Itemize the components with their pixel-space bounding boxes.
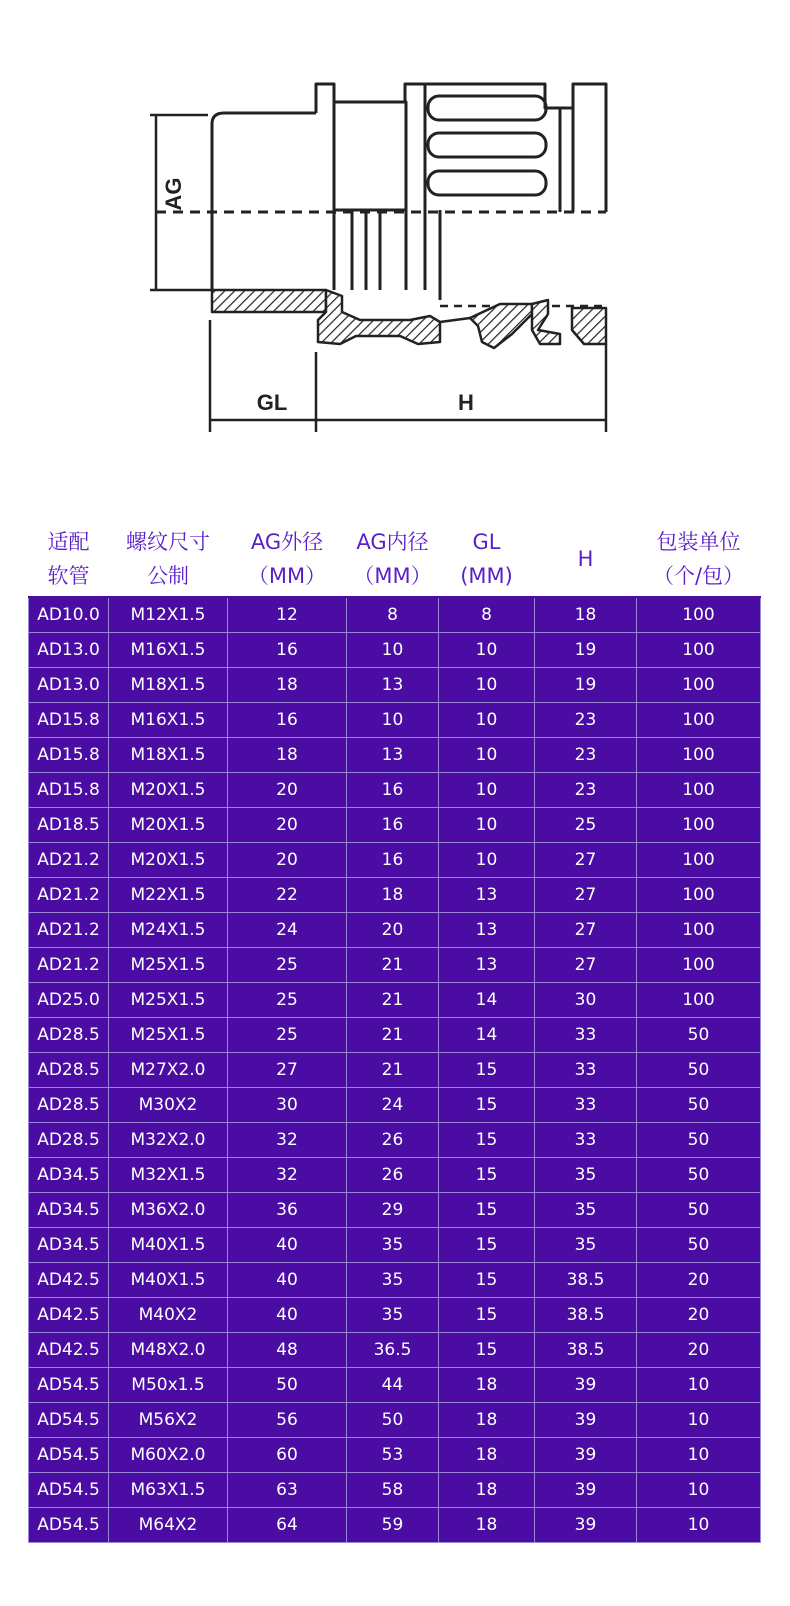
table-cell: 10 bbox=[347, 703, 439, 738]
table-cell: 50 bbox=[637, 1158, 761, 1193]
table-cell: AD18.5 bbox=[29, 808, 109, 843]
table-cell: 40 bbox=[228, 1228, 347, 1263]
table-cell: 50 bbox=[637, 1018, 761, 1053]
table-cell: 32 bbox=[228, 1158, 347, 1193]
table-row bbox=[29, 773, 761, 808]
table-cell: 25 bbox=[228, 983, 347, 1018]
table-cell: 13 bbox=[439, 948, 535, 983]
table-body bbox=[29, 597, 761, 1543]
table-row bbox=[29, 878, 761, 913]
table-cell: 35 bbox=[535, 1158, 637, 1193]
table-row bbox=[29, 948, 761, 983]
header-line: 包装单位 bbox=[656, 530, 741, 554]
table-cell: 10 bbox=[637, 1368, 761, 1403]
table-cell: 100 bbox=[637, 738, 761, 773]
header-h bbox=[535, 522, 637, 597]
table-cell: 13 bbox=[347, 668, 439, 703]
table-row bbox=[29, 633, 761, 668]
header-ag-outer bbox=[228, 522, 347, 597]
table-cell: 18 bbox=[439, 1508, 535, 1543]
table-row bbox=[29, 1123, 761, 1158]
table-cell: AD42.5 bbox=[29, 1263, 109, 1298]
table-cell: 50 bbox=[637, 1088, 761, 1123]
table-cell: M50x1.5 bbox=[109, 1368, 228, 1403]
table-cell: M64X2 bbox=[109, 1508, 228, 1543]
table-cell: M20X1.5 bbox=[109, 843, 228, 878]
table-row bbox=[29, 1263, 761, 1298]
table-cell: 15 bbox=[439, 1228, 535, 1263]
table-cell: AD42.5 bbox=[29, 1298, 109, 1333]
table-cell: 26 bbox=[347, 1158, 439, 1193]
table-cell: 25 bbox=[228, 948, 347, 983]
table-row bbox=[29, 1053, 761, 1088]
table-cell: AD54.5 bbox=[29, 1438, 109, 1473]
table-cell: 15 bbox=[439, 1053, 535, 1088]
table-cell: 13 bbox=[347, 738, 439, 773]
table-cell: 21 bbox=[347, 1018, 439, 1053]
table-cell: AD21.2 bbox=[29, 878, 109, 913]
table-cell: AD54.5 bbox=[29, 1473, 109, 1508]
table-cell: 27 bbox=[535, 843, 637, 878]
table-cell: AD28.5 bbox=[29, 1123, 109, 1158]
table-cell: AD54.5 bbox=[29, 1368, 109, 1403]
table-cell: 8 bbox=[439, 597, 535, 633]
table-cell: 20 bbox=[637, 1298, 761, 1333]
table-cell: 27 bbox=[535, 878, 637, 913]
header-line: （MM） bbox=[247, 564, 327, 588]
table-cell: AD13.0 bbox=[29, 668, 109, 703]
table-cell: 35 bbox=[535, 1228, 637, 1263]
table-row bbox=[29, 1403, 761, 1438]
table-row bbox=[29, 668, 761, 703]
table-cell: 16 bbox=[347, 808, 439, 843]
fitting-technical-drawing bbox=[0, 0, 790, 470]
table-row bbox=[29, 1158, 761, 1193]
table-cell: 56 bbox=[228, 1403, 347, 1438]
table-cell: AD28.5 bbox=[29, 1053, 109, 1088]
table-cell: AD34.5 bbox=[29, 1228, 109, 1263]
spec-table bbox=[28, 522, 761, 1543]
table-cell: M27X2.0 bbox=[109, 1053, 228, 1088]
header-line: （个/包） bbox=[652, 564, 745, 588]
table-row bbox=[29, 1508, 761, 1543]
header-line: GL bbox=[472, 530, 501, 554]
table-cell: 27 bbox=[228, 1053, 347, 1088]
table-cell: 40 bbox=[228, 1298, 347, 1333]
table-row bbox=[29, 597, 761, 633]
table-cell: 33 bbox=[535, 1123, 637, 1158]
header-line: H bbox=[577, 547, 594, 571]
table-cell: M18X1.5 bbox=[109, 668, 228, 703]
table-cell: 10 bbox=[439, 633, 535, 668]
table-cell: AD15.8 bbox=[29, 773, 109, 808]
gl-label: GL bbox=[256, 390, 288, 415]
header-ag-inner bbox=[347, 522, 439, 597]
table-cell: 13 bbox=[439, 878, 535, 913]
table-cell: 39 bbox=[535, 1508, 637, 1543]
ag-label: AG bbox=[161, 177, 186, 211]
table-cell: 35 bbox=[347, 1228, 439, 1263]
h-label: H bbox=[458, 390, 474, 415]
table-cell: M40X1.5 bbox=[109, 1263, 228, 1298]
table-cell: AD25.0 bbox=[29, 983, 109, 1018]
table-cell: 36.5 bbox=[347, 1333, 439, 1368]
table-cell: 100 bbox=[637, 773, 761, 808]
table-cell: AD54.5 bbox=[29, 1403, 109, 1438]
table-cell: 100 bbox=[637, 597, 761, 633]
table-cell: 39 bbox=[535, 1438, 637, 1473]
table-cell: 24 bbox=[228, 913, 347, 948]
table-cell: 10 bbox=[439, 773, 535, 808]
table-cell: 15 bbox=[439, 1333, 535, 1368]
table-cell: M18X1.5 bbox=[109, 738, 228, 773]
table-cell: M40X1.5 bbox=[109, 1228, 228, 1263]
table-cell: 21 bbox=[347, 983, 439, 1018]
table-cell: 16 bbox=[347, 773, 439, 808]
table-cell: 19 bbox=[535, 633, 637, 668]
table-cell: AD15.8 bbox=[29, 738, 109, 773]
table-cell: 30 bbox=[535, 983, 637, 1018]
table-cell: M32X2.0 bbox=[109, 1123, 228, 1158]
table-cell: 32 bbox=[228, 1123, 347, 1158]
table-cell: 15 bbox=[439, 1088, 535, 1123]
table-cell: 100 bbox=[637, 948, 761, 983]
table-cell: M25X1.5 bbox=[109, 983, 228, 1018]
table-cell: M36X2.0 bbox=[109, 1193, 228, 1228]
header-line: AG内径 bbox=[356, 530, 429, 554]
table-cell: 53 bbox=[347, 1438, 439, 1473]
table-cell: 18 bbox=[228, 738, 347, 773]
table-cell: 50 bbox=[637, 1228, 761, 1263]
table-cell: 20 bbox=[637, 1263, 761, 1298]
table-cell: 59 bbox=[347, 1508, 439, 1543]
table-cell: 15 bbox=[439, 1263, 535, 1298]
header-line: 公制 bbox=[147, 564, 189, 588]
table-row bbox=[29, 808, 761, 843]
table-cell: 38.5 bbox=[535, 1298, 637, 1333]
table-cell: 23 bbox=[535, 773, 637, 808]
table-cell: 10 bbox=[439, 843, 535, 878]
table-row bbox=[29, 1018, 761, 1053]
table-row bbox=[29, 913, 761, 948]
table-cell: 100 bbox=[637, 703, 761, 738]
table-cell: 100 bbox=[637, 913, 761, 948]
table-cell: 13 bbox=[439, 913, 535, 948]
table-cell: 60 bbox=[228, 1438, 347, 1473]
header-line: （MM） bbox=[353, 564, 432, 588]
table-cell: 20 bbox=[637, 1333, 761, 1368]
header-line: (MM) bbox=[460, 564, 513, 588]
table-cell: 19 bbox=[535, 668, 637, 703]
table-cell: 100 bbox=[637, 983, 761, 1018]
table-cell: M12X1.5 bbox=[109, 597, 228, 633]
table-cell: 18 bbox=[347, 878, 439, 913]
table-cell: 16 bbox=[228, 633, 347, 668]
table-cell: 16 bbox=[228, 703, 347, 738]
table-cell: AD28.5 bbox=[29, 1018, 109, 1053]
table-cell: 12 bbox=[228, 597, 347, 633]
table-cell: 18 bbox=[228, 668, 347, 703]
table-cell: AD21.2 bbox=[29, 843, 109, 878]
header-line: AG外径 bbox=[250, 530, 324, 554]
table-cell: M30X2 bbox=[109, 1088, 228, 1123]
table-cell: 14 bbox=[439, 983, 535, 1018]
table-cell: M56X2 bbox=[109, 1403, 228, 1438]
table-cell: AD34.5 bbox=[29, 1158, 109, 1193]
table-cell: M16X1.5 bbox=[109, 703, 228, 738]
table-cell: 20 bbox=[228, 773, 347, 808]
table-cell: M22X1.5 bbox=[109, 878, 228, 913]
table-cell: 63 bbox=[228, 1473, 347, 1508]
table-cell: 100 bbox=[637, 668, 761, 703]
table-row bbox=[29, 1193, 761, 1228]
table-cell: 15 bbox=[439, 1158, 535, 1193]
table-cell: M32X1.5 bbox=[109, 1158, 228, 1193]
table-cell: M25X1.5 bbox=[109, 948, 228, 983]
table-cell: M25X1.5 bbox=[109, 1018, 228, 1053]
table-cell: AD21.2 bbox=[29, 913, 109, 948]
table-cell: 21 bbox=[347, 948, 439, 983]
table-cell: 18 bbox=[439, 1473, 535, 1508]
table-cell: AD54.5 bbox=[29, 1508, 109, 1543]
table-cell: AD21.2 bbox=[29, 948, 109, 983]
table-cell: M63X1.5 bbox=[109, 1473, 228, 1508]
table-row bbox=[29, 1368, 761, 1403]
header-gl bbox=[439, 522, 535, 597]
table-cell: 36 bbox=[228, 1193, 347, 1228]
table-cell: 10 bbox=[637, 1508, 761, 1543]
table-cell: 39 bbox=[535, 1403, 637, 1438]
table-cell: 20 bbox=[228, 843, 347, 878]
table-cell: 30 bbox=[228, 1088, 347, 1123]
table-cell: 50 bbox=[228, 1368, 347, 1403]
table-cell: AD10.0 bbox=[29, 597, 109, 633]
table-cell: 38.5 bbox=[535, 1333, 637, 1368]
table-cell: M40X2 bbox=[109, 1298, 228, 1333]
fitting-cross-section bbox=[212, 290, 606, 348]
table-row bbox=[29, 1088, 761, 1123]
table-cell: AD42.5 bbox=[29, 1333, 109, 1368]
table-cell: 10 bbox=[347, 633, 439, 668]
table-cell: M24X1.5 bbox=[109, 913, 228, 948]
header-pack bbox=[637, 522, 761, 597]
table-cell: 50 bbox=[637, 1193, 761, 1228]
table-cell: 26 bbox=[347, 1123, 439, 1158]
table-cell: 64 bbox=[228, 1508, 347, 1543]
table-row bbox=[29, 703, 761, 738]
table-row bbox=[29, 843, 761, 878]
table-cell: 50 bbox=[347, 1403, 439, 1438]
table-cell: AD15.8 bbox=[29, 703, 109, 738]
table-cell: 50 bbox=[637, 1123, 761, 1158]
table-cell: 14 bbox=[439, 1018, 535, 1053]
table-cell: AD28.5 bbox=[29, 1088, 109, 1123]
table-cell: 15 bbox=[439, 1298, 535, 1333]
table-cell: 29 bbox=[347, 1193, 439, 1228]
table-cell: M16X1.5 bbox=[109, 633, 228, 668]
table-cell: 25 bbox=[228, 1018, 347, 1053]
table-cell: 33 bbox=[535, 1088, 637, 1123]
table-cell: 40 bbox=[228, 1263, 347, 1298]
table-cell: 100 bbox=[637, 843, 761, 878]
header-thread bbox=[109, 522, 228, 597]
table-cell: 38.5 bbox=[535, 1263, 637, 1298]
table-cell: 16 bbox=[347, 843, 439, 878]
table-cell: M60X2.0 bbox=[109, 1438, 228, 1473]
table-cell: 10 bbox=[439, 703, 535, 738]
table-cell: 23 bbox=[535, 703, 637, 738]
table-cell: 23 bbox=[535, 738, 637, 773]
table-cell: 22 bbox=[228, 878, 347, 913]
table-cell: 24 bbox=[347, 1088, 439, 1123]
table-cell: 25 bbox=[535, 808, 637, 843]
table-cell: 8 bbox=[347, 597, 439, 633]
header-line: 软管 bbox=[47, 564, 90, 588]
table-row bbox=[29, 1333, 761, 1368]
fitting-outline bbox=[212, 84, 606, 300]
table-cell: 10 bbox=[637, 1403, 761, 1438]
table-row bbox=[29, 983, 761, 1018]
table-cell: 39 bbox=[535, 1368, 637, 1403]
header-line: 螺纹尺寸 bbox=[126, 530, 210, 554]
table-row bbox=[29, 1438, 761, 1473]
table-cell: M20X1.5 bbox=[109, 773, 228, 808]
table-cell: 27 bbox=[535, 913, 637, 948]
table-cell: 10 bbox=[439, 738, 535, 773]
table-cell: 50 bbox=[637, 1053, 761, 1088]
header-hose bbox=[29, 522, 109, 597]
table-cell: 35 bbox=[347, 1298, 439, 1333]
table-header-row bbox=[29, 522, 761, 597]
table-cell: 35 bbox=[347, 1263, 439, 1298]
table-cell: 100 bbox=[637, 633, 761, 668]
table-cell: M20X1.5 bbox=[109, 808, 228, 843]
table-cell: 100 bbox=[637, 878, 761, 913]
table-cell: 58 bbox=[347, 1473, 439, 1508]
table-cell: 21 bbox=[347, 1053, 439, 1088]
table-cell: 33 bbox=[535, 1018, 637, 1053]
table-row bbox=[29, 1473, 761, 1508]
header-line: 适配 bbox=[47, 530, 90, 554]
table-cell: 35 bbox=[535, 1193, 637, 1228]
table-cell: AD13.0 bbox=[29, 633, 109, 668]
table-cell: 44 bbox=[347, 1368, 439, 1403]
table-cell: 100 bbox=[637, 808, 761, 843]
table-row bbox=[29, 1228, 761, 1263]
table-cell: 18 bbox=[439, 1368, 535, 1403]
table-cell: 33 bbox=[535, 1053, 637, 1088]
table-cell: 48 bbox=[228, 1333, 347, 1368]
table-cell: 18 bbox=[439, 1403, 535, 1438]
table-row bbox=[29, 1298, 761, 1333]
table-cell: 15 bbox=[439, 1123, 535, 1158]
table-cell: 10 bbox=[439, 668, 535, 703]
table-cell: 20 bbox=[347, 913, 439, 948]
table-cell: 10 bbox=[637, 1438, 761, 1473]
table-cell: 18 bbox=[535, 597, 637, 633]
table-cell: 10 bbox=[439, 808, 535, 843]
table-cell: 15 bbox=[439, 1193, 535, 1228]
table-cell: AD34.5 bbox=[29, 1193, 109, 1228]
table-cell: 10 bbox=[637, 1473, 761, 1508]
table-cell: 18 bbox=[439, 1438, 535, 1473]
table-cell: 20 bbox=[228, 808, 347, 843]
table-cell: 27 bbox=[535, 948, 637, 983]
table-row bbox=[29, 738, 761, 773]
table-cell: 39 bbox=[535, 1473, 637, 1508]
table-cell: M48X2.0 bbox=[109, 1333, 228, 1368]
